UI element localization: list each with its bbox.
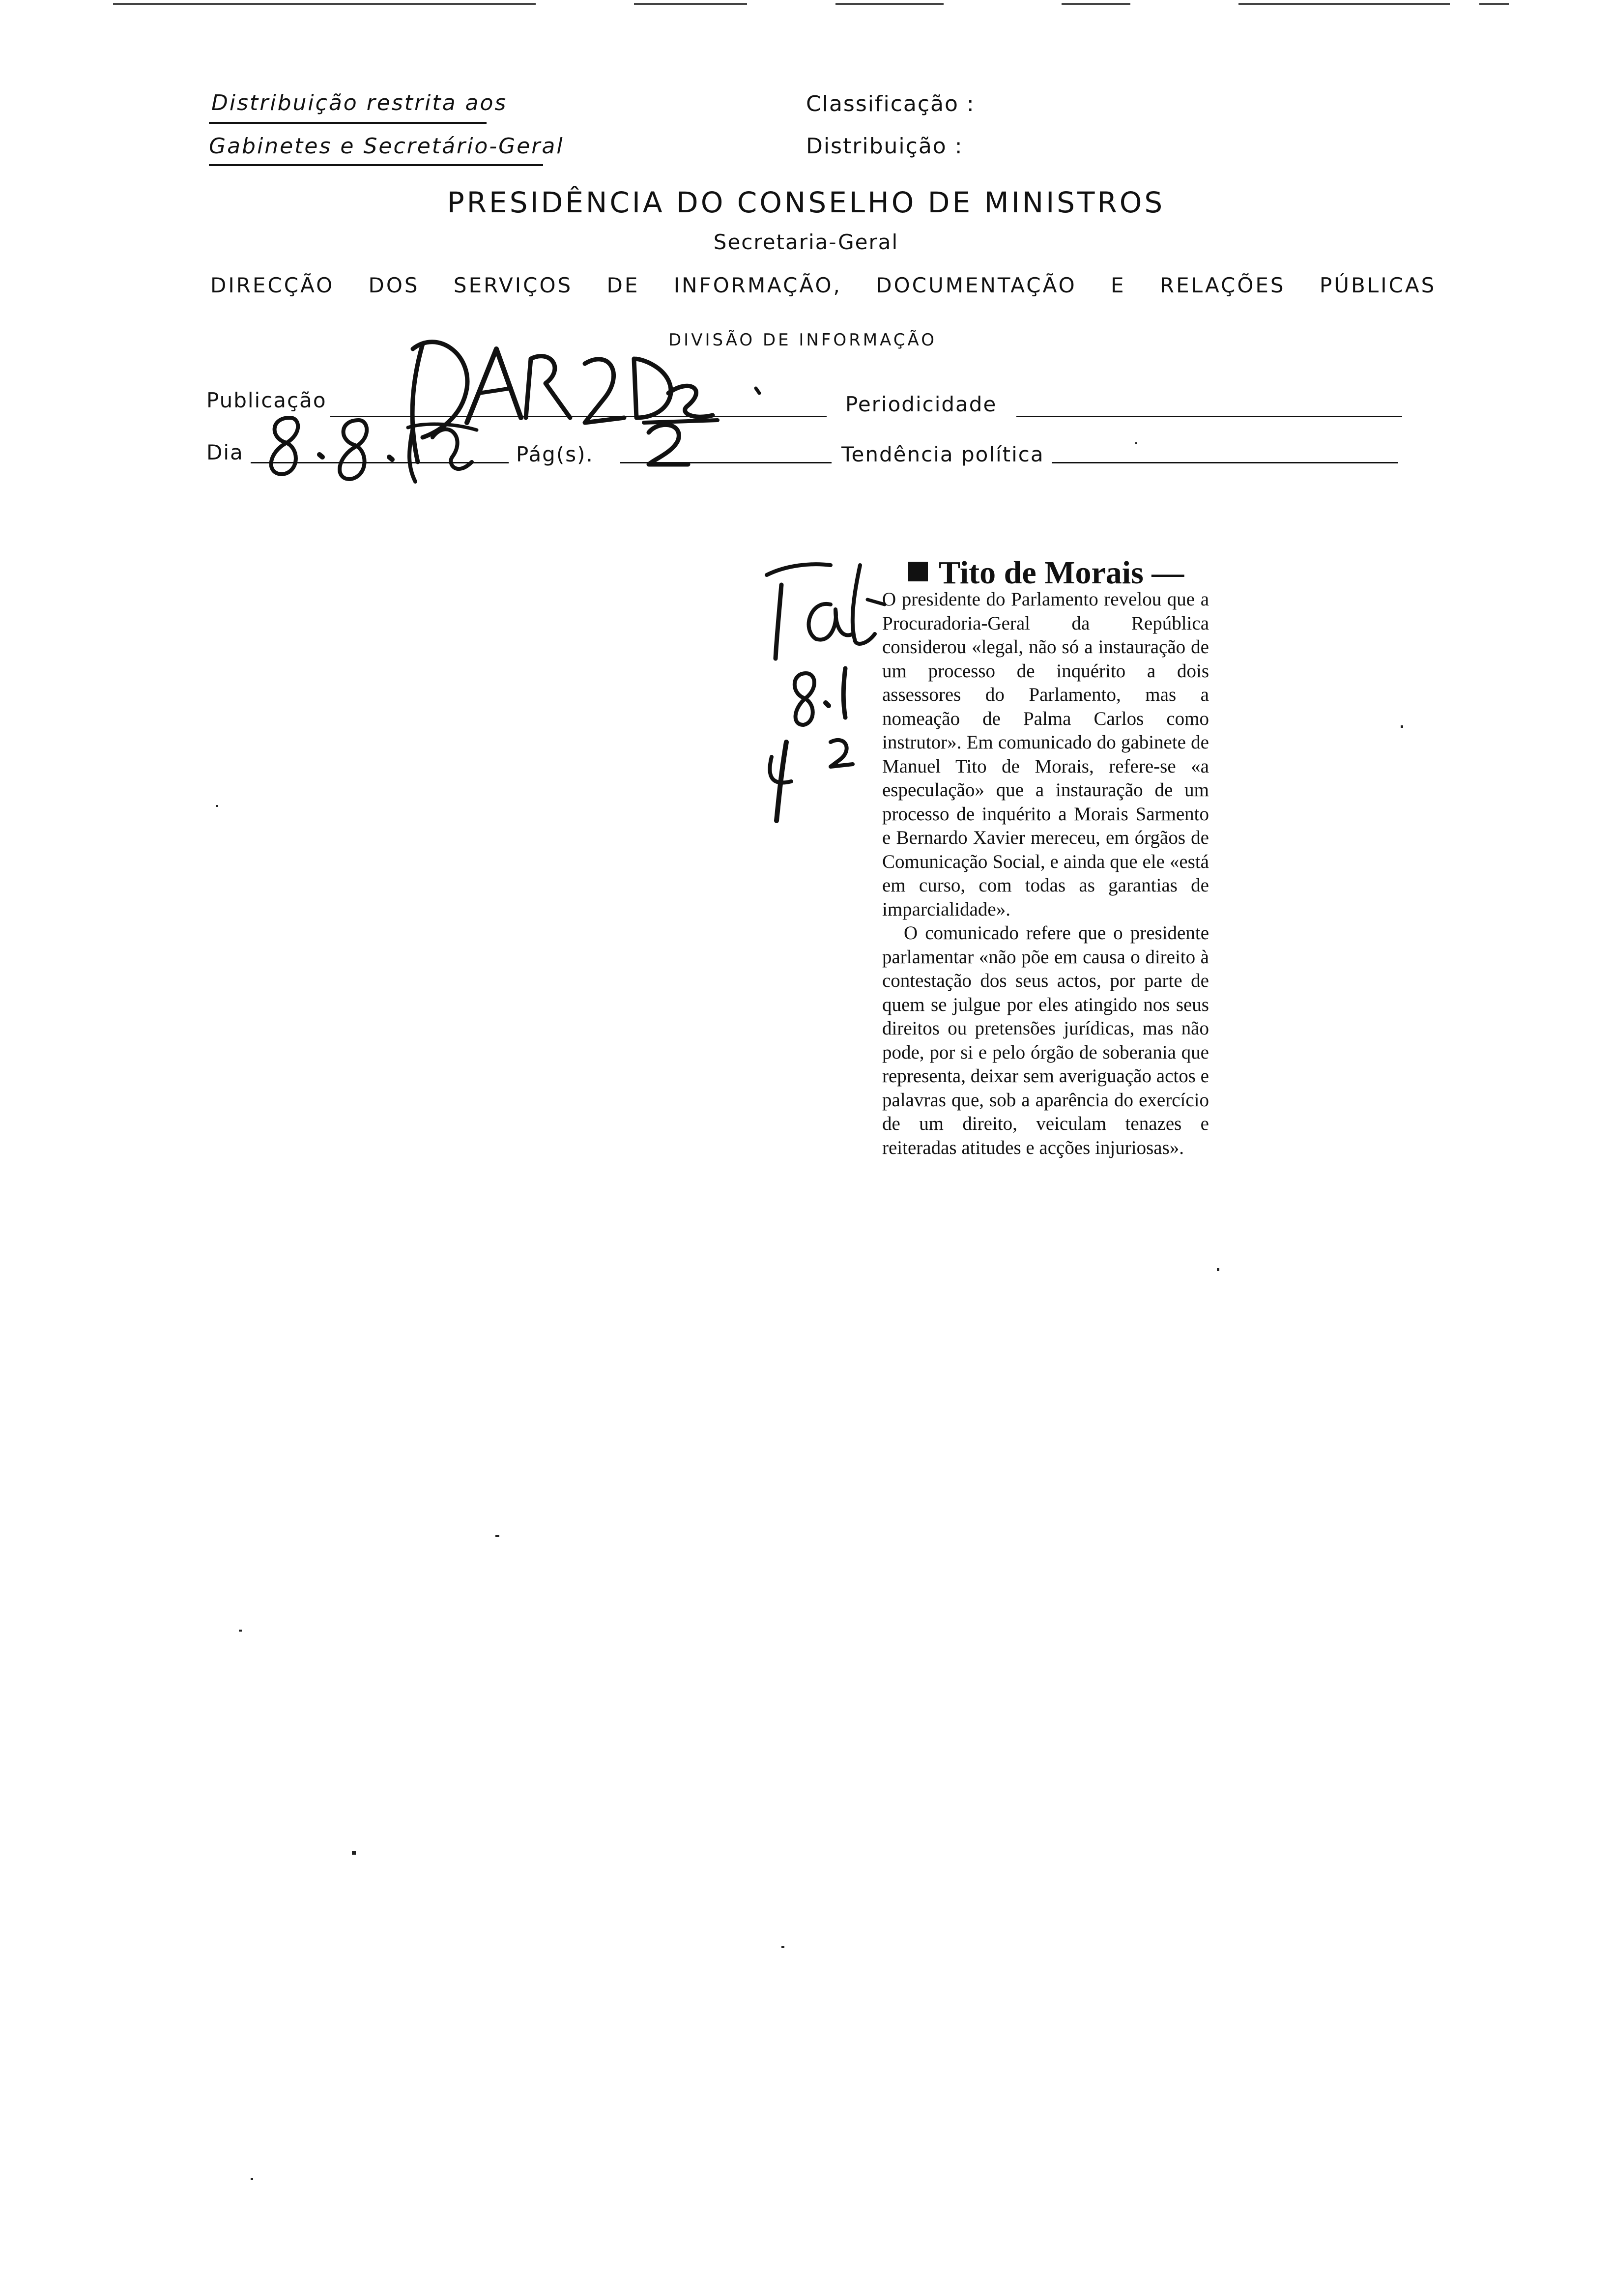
square-bullet-icon [908, 562, 928, 581]
classificacao-label: Classificação : [806, 91, 975, 116]
article-title-text: Tito de Morais — [939, 555, 1184, 591]
scan-speck [352, 1851, 356, 1855]
scan-speck [216, 805, 218, 807]
periodicidade-line [1016, 416, 1402, 417]
scan-edge-line [634, 3, 747, 5]
scan-speck [1217, 1268, 1219, 1271]
scan-speck [239, 1630, 242, 1632]
article-paragraph: O comunicado refere que o presidente parlamentar «não põe em causa o direito à contestação dos seus actos, por parte de quem se julgue por eles atingido nos seus direitos ou pretensões jurídicas, mas não pode, por si e pelo órgão de soberania que representa, deixar sem averiguação actos e palavras que, sob a aparência do exercício de um direito, veiculam tenazes e reiteradas atitudes e acções injuriosas». [882, 922, 1209, 1158]
tendencia-line [1052, 462, 1398, 463]
scan-edge-line [835, 3, 944, 5]
tendencia-label: Tendência política [841, 442, 1044, 466]
scan-speck [1135, 442, 1137, 444]
scan-speck [495, 1535, 499, 1537]
handwritten-page [639, 418, 703, 472]
page-subtitle: Secretaria-Geral [713, 230, 899, 254]
publicacao-label: Publicação [206, 388, 327, 412]
department-line: DIRECÇÃO DOS SERVIÇOS DE INFORMAÇÃO, DOCUMENTAÇÃO E RELAÇÕES PÚBLICAS [210, 273, 1437, 297]
article-title [908, 554, 1184, 592]
restricted-underline [209, 164, 543, 166]
article-body [882, 588, 1209, 1160]
restricted-distribution-line2: Gabinetes e Secretário-Geral [209, 134, 564, 159]
distribuicao-label: Distribuição : [806, 134, 963, 159]
restricted-distribution-line1: Distribuição restrita aos [211, 90, 508, 115]
restricted-underline [209, 122, 487, 124]
dia-label: Dia [206, 440, 244, 464]
scan-speck [251, 2178, 253, 2180]
page-title: PRESIDÊNCIA DO CONSELHO DE MINISTROS [447, 186, 1165, 219]
article-paragraph: O presidente do Parlamento revelou que a Procuradoria-Geral da República considerou «legal, não só a instauração de um processo de inquérito a dois assessores do Parlamento, mas a nomeação de Palma Carlos como instrutor». Em comunicado do gabinete de Manuel Tito de Morais, refere-se «a especulação» que a instauração de um processo de inquérito a Morais Sarmento e Bernardo Xavier mereceu, em órgãos de Comunicação Social, e ainda que ele «está em curso, com todas as garantias de imparcialidade». [882, 589, 1209, 920]
scan-edge-line [1062, 3, 1130, 5]
division-label: DIVISÃO DE INFORMAÇÃO [668, 330, 937, 350]
scan-speck [781, 1946, 784, 1948]
scan-speck [1401, 725, 1403, 728]
pag-label: Pág(s). [516, 442, 594, 466]
periodicidade-label: Periodicidade [845, 392, 997, 416]
scan-edge-line [1238, 3, 1450, 5]
scan-edge-line [1479, 3, 1509, 5]
scan-edge-line [113, 3, 536, 5]
handwritten-date [246, 408, 501, 491]
